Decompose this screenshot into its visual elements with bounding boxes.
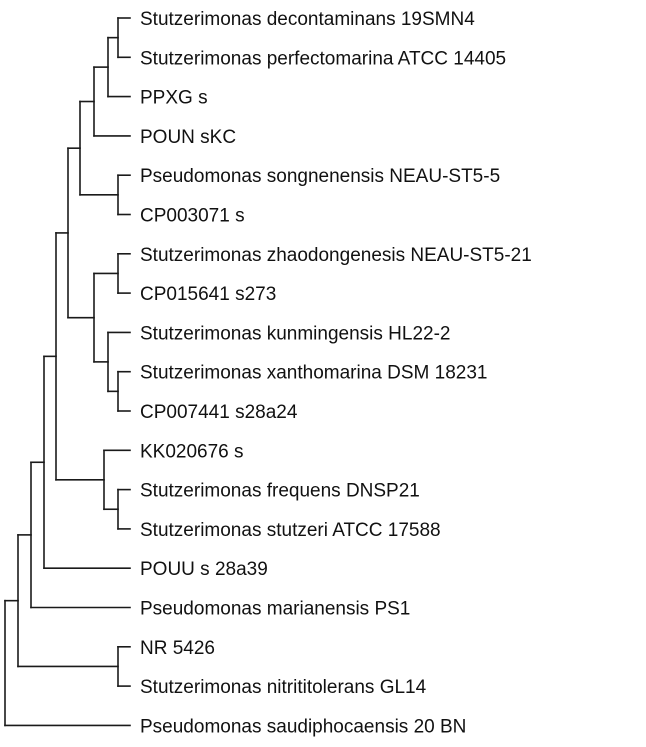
leaf-label-l11: CP007441 s28a24 — [140, 402, 298, 423]
leaf-label-l17: NR 5426 — [140, 637, 215, 659]
leaf-label-l16: Pseudomonas marianensis PS1 — [140, 598, 411, 620]
leaf-label-l15: POUU s 28a39 — [140, 559, 268, 581]
leaf-label-l10: Stutzerimonas xanthomarina DSM 18231 — [140, 362, 488, 384]
leaf-label-l5: Pseudomonas songnenensis NEAU-ST5-5 — [140, 166, 501, 188]
leaf-label-l13: Stutzerimonas frequens DNSP21 — [140, 480, 420, 502]
leaf-label-l6: CP003071 s — [140, 205, 245, 227]
leaf-label-l3: PPXG s — [140, 87, 208, 109]
leaf-label-l8: CP015641 s273 — [140, 284, 277, 306]
leaf-label-l18: Stutzerimonas nitrititolerans GL14 — [140, 677, 427, 699]
leaf-label-l4: POUN sKC — [140, 126, 237, 148]
leaf-label-l19: Pseudomonas saudiphocaensis 20 BN — [140, 716, 467, 738]
leaf-label-l2: Stutzerimonas perfectomarina ATCC 14405 — [140, 48, 507, 70]
leaf-label-l1: Stutzerimonas decontaminans 19SMN4 — [140, 9, 475, 30]
leaf-label-l12: KK020676 s — [140, 441, 244, 463]
tree-leaf-labels — [140, 9, 532, 737]
leaf-label-l7: Stutzerimonas zhaodongenesis NEAU-ST5-21 — [140, 244, 532, 266]
leaf-label-l14: Stutzerimonas stutzeri ATCC 17588 — [140, 519, 441, 541]
leaf-label-l9: Stutzerimonas kunmingensis HL22-2 — [140, 323, 451, 345]
tree-branches — [5, 18, 130, 725]
